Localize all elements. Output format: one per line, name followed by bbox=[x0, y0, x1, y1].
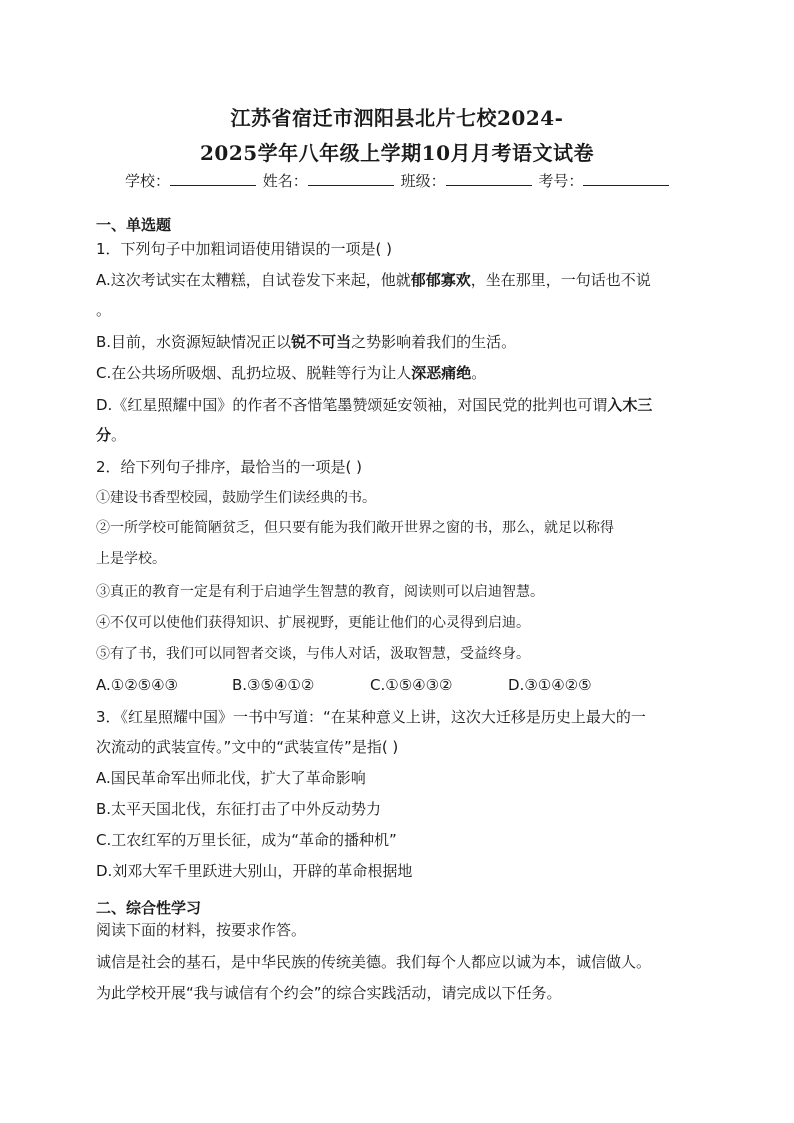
q2-stem: 2．给下列句子排序，最恰当的一项是( ) bbox=[96, 458, 363, 476]
q1-option-a-cont: 。 bbox=[96, 301, 112, 319]
number-blank[interactable] bbox=[583, 171, 669, 186]
name-blank[interactable] bbox=[308, 171, 394, 186]
school-label: 学校： bbox=[125, 172, 171, 190]
q1-b-bold: 锐不可当 bbox=[291, 333, 352, 351]
q3-option-c: C.工农红军的万里长征，成为“革命的播种机” bbox=[96, 831, 397, 849]
q2-option-d[interactable]: D.③①④②⑤ bbox=[508, 676, 592, 694]
q2-option-b[interactable]: B.③⑤④①② bbox=[232, 676, 315, 694]
exam-title-line1: 江苏省宿迁市泗阳县北片七校2024- bbox=[230, 106, 564, 130]
q1-option-b bbox=[96, 332, 516, 352]
q1-option-d bbox=[96, 395, 652, 415]
q1-option-d-cont bbox=[96, 425, 126, 445]
q1-d-cont-post: 。 bbox=[111, 426, 127, 444]
q3-stem-cont: 次流动的武装宣传。”文中的“武装宣传”是指( ) bbox=[96, 738, 399, 756]
q1-c-text-pre: C.在公共场所吸烟、乱扔垃圾、脱鞋等行为让人 bbox=[96, 364, 412, 382]
class-label: 班级： bbox=[400, 172, 446, 190]
q3-option-b: B.太平天国北伐，东征打击了中外反动势力 bbox=[96, 800, 382, 818]
q1-a-text-pre: A.这次考试实在太糟糕，自试卷发下来起，他就 bbox=[96, 271, 411, 289]
q2-options bbox=[96, 675, 592, 695]
q2-sentence-4: ④不仅可以使他们获得知识、扩展视野，更能让他们的心灵得到启迪。 bbox=[96, 615, 530, 631]
q1-a-bold: 郁郁寡欢 bbox=[410, 271, 471, 289]
q1-c-text-post: 。 bbox=[471, 364, 487, 382]
q1-b-text-post: 之势影响着我们的生活。 bbox=[351, 333, 517, 351]
section2-paragraph-2: 为此学校开展“我与诚信有个约会”的综合实践活动，请完成以下任务。 bbox=[96, 984, 562, 1002]
q1-option-c bbox=[96, 363, 486, 383]
q2-option-a[interactable]: A.①②⑤④③ bbox=[96, 676, 179, 694]
q1-stem: 1．下列句子中加粗词语使用错误的一项是( ) bbox=[96, 240, 393, 258]
q1-d-text-pre: D.《红星照耀中国》的作者不吝惜笔墨赞颂延安领袖，对国民党的批判也可谓 bbox=[96, 396, 608, 414]
q1-a-text-post: ，坐在那里，一句话也不说 bbox=[470, 271, 651, 289]
section2-heading: 二、综合性学习 bbox=[96, 899, 202, 917]
section2-intro: 阅读下面的材料，按要求作答。 bbox=[96, 921, 307, 939]
q2-sentence-5: ⑤有了书，我们可以同智者交谈，与伟人对话，汲取智慧，受益终身。 bbox=[96, 646, 530, 662]
q1-d-bold: 入木三 bbox=[607, 396, 653, 414]
section1-heading: 一、单选题 bbox=[96, 216, 172, 234]
section2-paragraph-1: 诚信是社会的基石，是中华民族的传统美德。我们每个人都应以诚为本，诚信做人。 bbox=[96, 953, 652, 971]
q1-option-a bbox=[96, 270, 651, 290]
name-label: 姓名： bbox=[262, 172, 308, 190]
exam-title-line2: 2025学年八年级上学期10月月考语文试卷 bbox=[200, 141, 594, 165]
q2-option-c[interactable]: C.①⑤④③② bbox=[370, 676, 453, 694]
q1-b-text-pre: B.目前，水资源短缺情况正以 bbox=[96, 333, 292, 351]
q3-option-a: A.国民革命军出师北伐，扩大了革命影响 bbox=[96, 769, 366, 787]
q1-c-bold: 深恶痛绝 bbox=[411, 364, 472, 382]
class-blank[interactable] bbox=[446, 171, 532, 186]
q2-sentence-2: ②一所学校可能简陋贫乏，但只要有能为我们敞开世界之窗的书，那么，就足以称得 bbox=[96, 520, 614, 536]
school-blank[interactable] bbox=[170, 171, 256, 186]
student-info-row bbox=[125, 170, 671, 191]
q1-d-cont-bold: 分 bbox=[96, 426, 112, 444]
q2-sentence-3: ③真正的教育一定是有利于启迪学生智慧的教育，阅读则可以启迪智慧。 bbox=[96, 584, 544, 600]
q2-sentence-1: ①建设书香型校园，鼓励学生们读经典的书。 bbox=[96, 490, 376, 506]
number-label: 考号： bbox=[538, 172, 584, 190]
q3-option-d: D.刘邓大军千里跃进大别山，开辟的革命根据地 bbox=[96, 862, 413, 880]
q3-stem: 3．《红星照耀中国》一书中写道：“在某种意义上讲，这次大迁移是历史上最大的一 bbox=[96, 708, 646, 726]
q2-sentence-2-cont: 上是学校。 bbox=[96, 551, 166, 567]
